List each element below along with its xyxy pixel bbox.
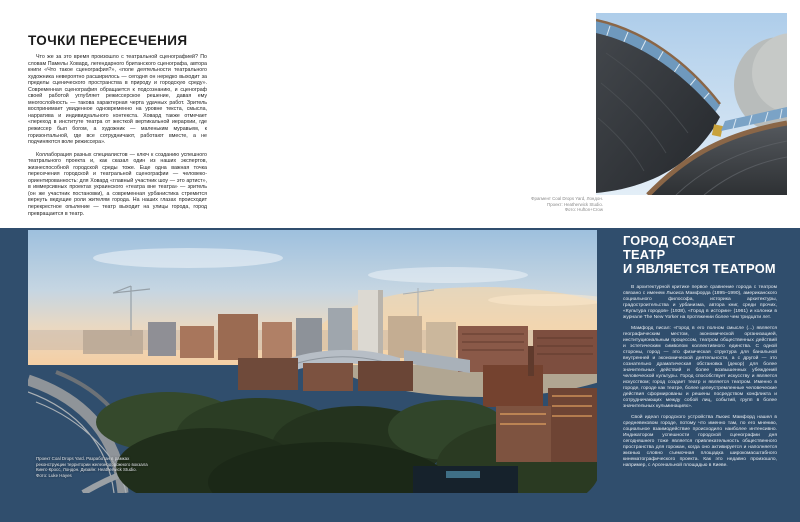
coal-drops-yard-roof-photo: [596, 13, 787, 195]
right-article-title: [623, 234, 777, 276]
title-line: ГОРОД СОЗДАЕТ ТЕАТР: [623, 233, 736, 262]
panorama-caption: [36, 456, 148, 479]
left-article-paragraph: Что же за это время произошло с театральной сценографией? По словам Памелы Ховард, легендарного британского сценографа, автора книги «Что такое сценография?», «поле деятельности театрального художника невероятно расширилось — сегодня он нередко выходит за пределы сценического пространства в природу и городскую среду». Современная сценография обращается к подсознанию, и сценограф своей работой углубляет режиссерское решение, давая ему многослойность — такова характерная черта удачных работ. Зритель воспринимает увиденное одновременно на уровне текста, смысла, нарратива и индивидуального контекста. Ховард также отмечает «переход в институте театра от жесткой вертикальной иерархии, где режиссер был богом, а художник — маленьким муравьем, к горизонтальной, где все сотрудничают, работают вместе, а не подчиняются воле режиссера».: [28, 54, 207, 146]
page-title: ТОЧКИ ПЕРЕСЕЧЕНИЯ: [28, 33, 188, 48]
kings-cross-panorama-photo: [28, 230, 597, 493]
caption-line: реконструкции территории железнодорожного вокзала: [36, 461, 148, 467]
right-article-paragraph: Свой идеал городского устройства Льюис Мамфорд нашел в средневековом городе, потому что именно там, по его мнению, социальное взаимодействие происходило наиболее интенсивно. Индикатором успешности городской сценографии дня сегодняшнего тоже является привлекательность общественного пространства для горожан, когда оно активируется и наполняется жизнью словно съемочная площадка широкомасштабного кинематографического проекта. Как это недавно произошло, например, с Арсенальной площадью в Киеве.: [623, 415, 777, 468]
right-article-paragraph: Мамфорд писал: «Город в его полном смысле (...) является географическим местом, экономической организацией, институциональным процессом, театром общественных действий и эстетическим символом коллективного единства. С одной стороны, город — это физическая структура для банальной внутренней и экономической деятельности, а с другой — это сознательно драматическая обстановка (декор) для более значительных действий и более возвышенных убеждений человеческой культуры. Город способствует искусству и является искусством; город создает театр и является театром. Именно в городе, городе как театре, более целеустремленные человеческие действия сформированы и решены посредством конфликта и сотрудничающих между собой лиц, событий, групп в более значительных кульминациях».: [623, 326, 777, 409]
caption-line: Фото: Hufton+Crow: [564, 207, 603, 213]
caption-line: Фрагмент Coal Drops Yard, Лондон.: [531, 196, 603, 201]
left-article-body: [28, 54, 207, 223]
caption-line: Кингс-Кросс, Лондон. Дизайн: Heatherwick Studio.: [36, 467, 137, 473]
right-article: [623, 234, 777, 474]
top-photo-caption: [453, 196, 603, 213]
title-line: И ЯВЛЯЕТСЯ ТЕАТРОМ: [623, 261, 776, 276]
caption-line: Проект Coal Drops Yard. Разработан в рамках: [36, 456, 130, 461]
right-article-paragraph: В архитектурной критике первое сравнение города с театром связано с именем Льюиса Мамфорда (1895–1990), американского социального философа, историка архитектуры, градостроительства и урбанизма, автора книг, среди прочих, «Культура городов» (1938), «Город в истории» (1961) и колонки в журнале The New Yorker на протяжении более чем тридцати лет.: [623, 285, 777, 320]
caption-line: Проект: Heatherwick Studio.: [547, 201, 603, 207]
caption-line: Фото: Luke Hayes: [36, 473, 72, 479]
left-article-paragraph: Коллаборация разных специалистов — ключ к созданию успешного театрального проекта и, как сказал один из наших экспертов, жизнеспособной городской среды тоже. Еще одна важная точка пересечения городской и театральной сценографии — человеко-ориентированность: для Ховард «главный участник шоу — это артист», в иммерсивных проектах украинского «театра вне театра» — зритель (он же участник постановки), а современная урбанистика стремится вернуть ведущие роли жителям города. На наших глазах происходит перекрестное опыление — театр выходит на улицы города, город превращается в театр.: [28, 151, 207, 217]
